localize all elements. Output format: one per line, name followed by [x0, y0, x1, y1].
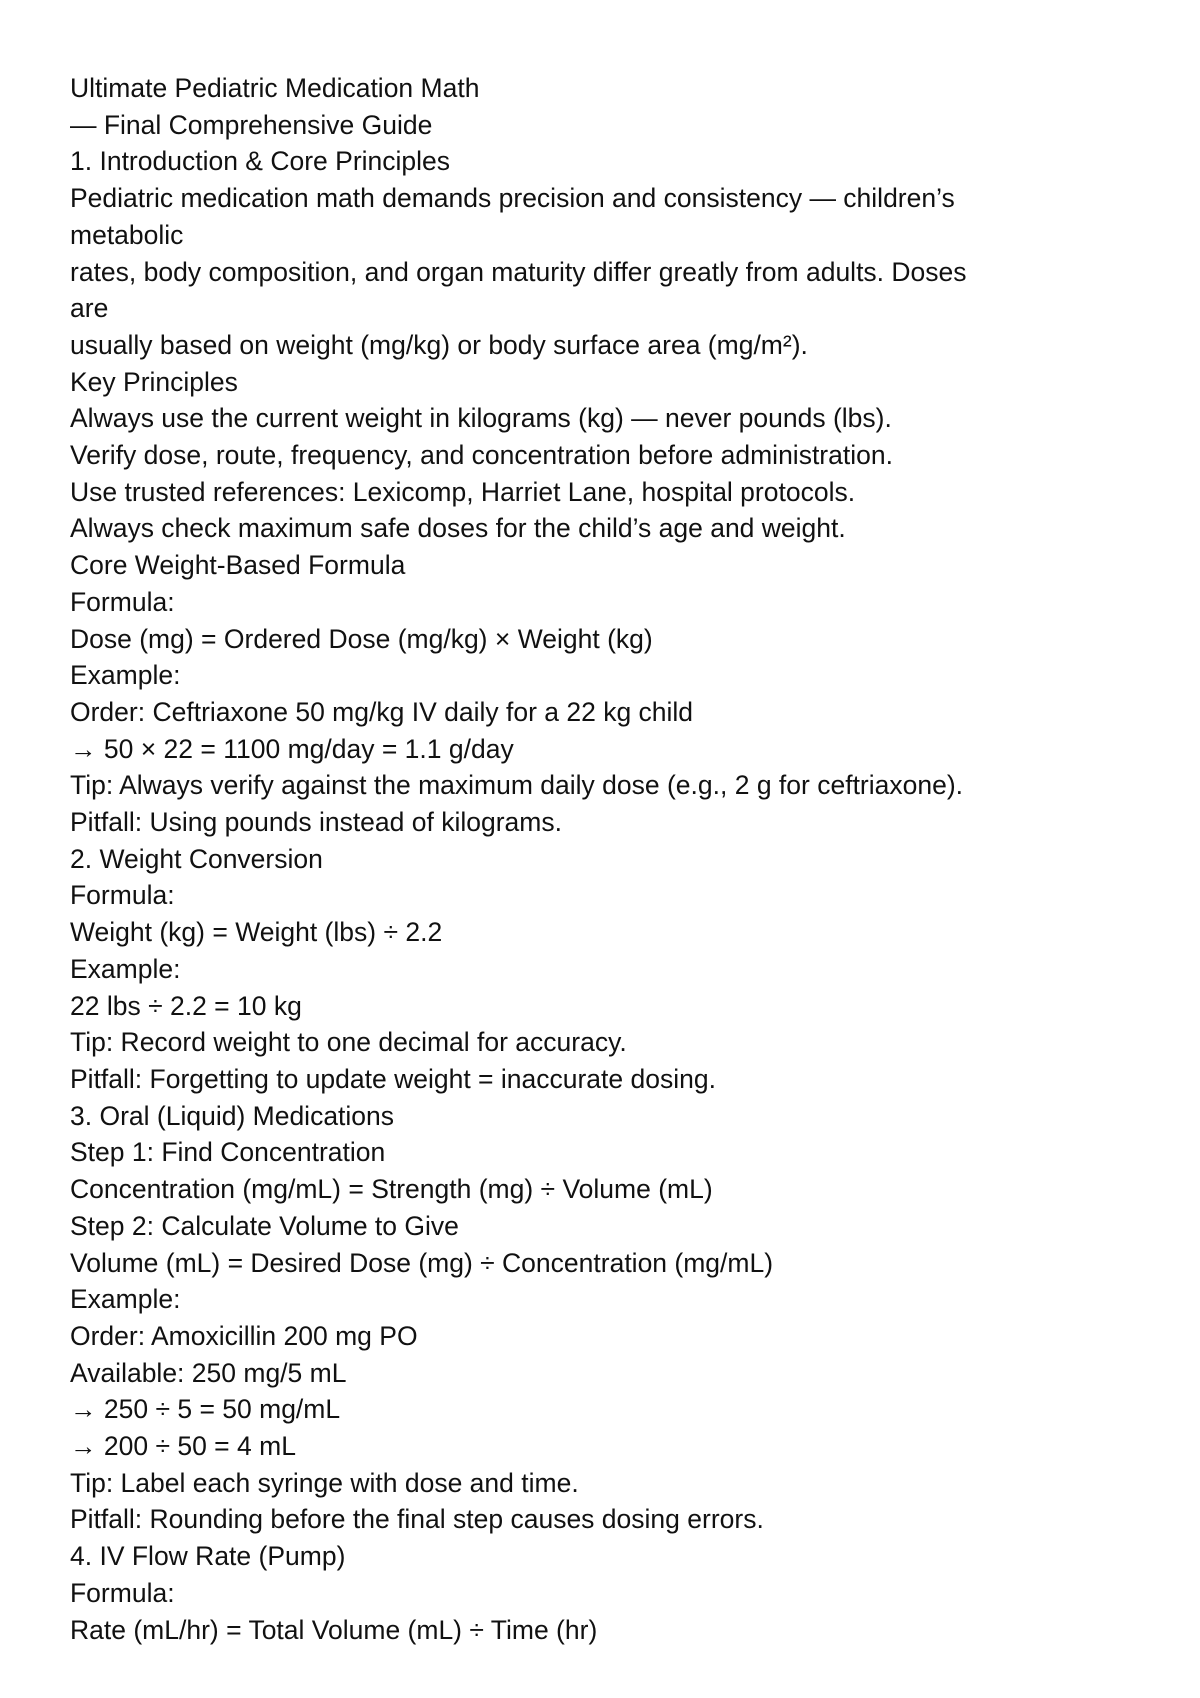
- step-heading: Step 2: Calculate Volume to Give: [70, 1210, 459, 1241]
- formula-text: Weight (kg) = Weight (lbs) ÷ 2.2: [70, 917, 443, 948]
- principle-item: Verify dose, route, frequency, and concentration before administration.: [70, 440, 893, 471]
- principle-item: Use trusted references: Lexicomp, Harriet Lane, hospital protocols.: [70, 476, 856, 507]
- formula-text: Volume (mL) = Desired Dose (mg) ÷ Concentration (mg/mL): [70, 1247, 774, 1278]
- formula-text: Concentration (mg/mL) = Strength (mg) ÷ Volume (mL): [70, 1174, 713, 1205]
- document-title: Ultimate Pediatric Medication Math: [70, 73, 480, 103]
- example-text: Available: 250 mg/5 mL: [70, 1357, 347, 1388]
- principle-item: Always use the current weight in kilograms (kg) — never pounds (lbs).: [70, 403, 892, 434]
- paragraph-line: Pediatric medication math demands precision and consistency — children’s: [70, 183, 955, 214]
- section-heading-iv-flow-rate: 4. IV Flow Rate (Pump): [70, 1541, 346, 1572]
- example-text: → 50 × 22 = 1100 mg/day = 1.1 g/day: [70, 733, 514, 764]
- section-heading-introduction: 1. Introduction & Core Principles: [70, 146, 451, 177]
- principle-item: Always check maximum safe doses for the child’s age and weight.: [70, 513, 846, 544]
- paragraph-line: metabolic: [70, 219, 184, 250]
- step-heading: Step 1: Find Concentration: [70, 1137, 386, 1168]
- example-label: Example:: [70, 1284, 181, 1315]
- example-label: Example:: [70, 953, 181, 984]
- formula-label: Formula:: [70, 586, 175, 617]
- paragraph-line: rates, body composition, and organ maturity differ greatly from adults. Doses: [70, 256, 967, 287]
- document-subtitle: — Final Comprehensive Guide: [70, 109, 433, 140]
- formula-label: Formula:: [70, 880, 175, 911]
- pitfall-text: Pitfall: Using pounds instead of kilograms.: [70, 807, 562, 838]
- example-text: → 200 ÷ 50 = 4 mL: [70, 1431, 296, 1462]
- example-text: Order: Amoxicillin 200 mg PO: [70, 1320, 418, 1351]
- document-page: [70, 70, 1130, 1648]
- tip-text: Tip: Record weight to one decimal for accuracy.: [70, 1027, 627, 1058]
- paragraph-line: usually based on weight (mg/kg) or body surface area (mg/m²).: [70, 329, 808, 360]
- example-text: Order: Ceftriaxone 50 mg/kg IV daily for a 22 kg child: [70, 696, 694, 727]
- tip-text: Tip: Label each syringe with dose and time.: [70, 1467, 579, 1498]
- pitfall-text: Pitfall: Rounding before the final step causes dosing errors.: [70, 1504, 764, 1535]
- example-text: 22 lbs ÷ 2.2 = 10 kg: [70, 990, 302, 1021]
- formula-text: Dose (mg) = Ordered Dose (mg/kg) × Weight (kg): [70, 623, 653, 654]
- example-text: → 250 ÷ 5 = 50 mg/mL: [70, 1394, 341, 1425]
- subheading-core-formula: Core Weight-Based Formula: [70, 550, 406, 581]
- formula-label: Formula:: [70, 1577, 175, 1608]
- section-heading-oral-medications: 3. Oral (Liquid) Medications: [70, 1100, 395, 1131]
- pitfall-text: Pitfall: Forgetting to update weight = inaccurate dosing.: [70, 1063, 716, 1094]
- tip-text: Tip: Always verify against the maximum daily dose (e.g., 2 g for ceftriaxone).: [70, 770, 964, 801]
- formula-text: Rate (mL/hr) = Total Volume (mL) ÷ Time (hr): [70, 1614, 598, 1645]
- section-heading-weight-conversion: 2. Weight Conversion: [70, 843, 323, 874]
- paragraph-line: are: [70, 293, 109, 324]
- example-label: Example:: [70, 660, 181, 691]
- subheading-key-principles: Key Principles: [70, 366, 238, 397]
